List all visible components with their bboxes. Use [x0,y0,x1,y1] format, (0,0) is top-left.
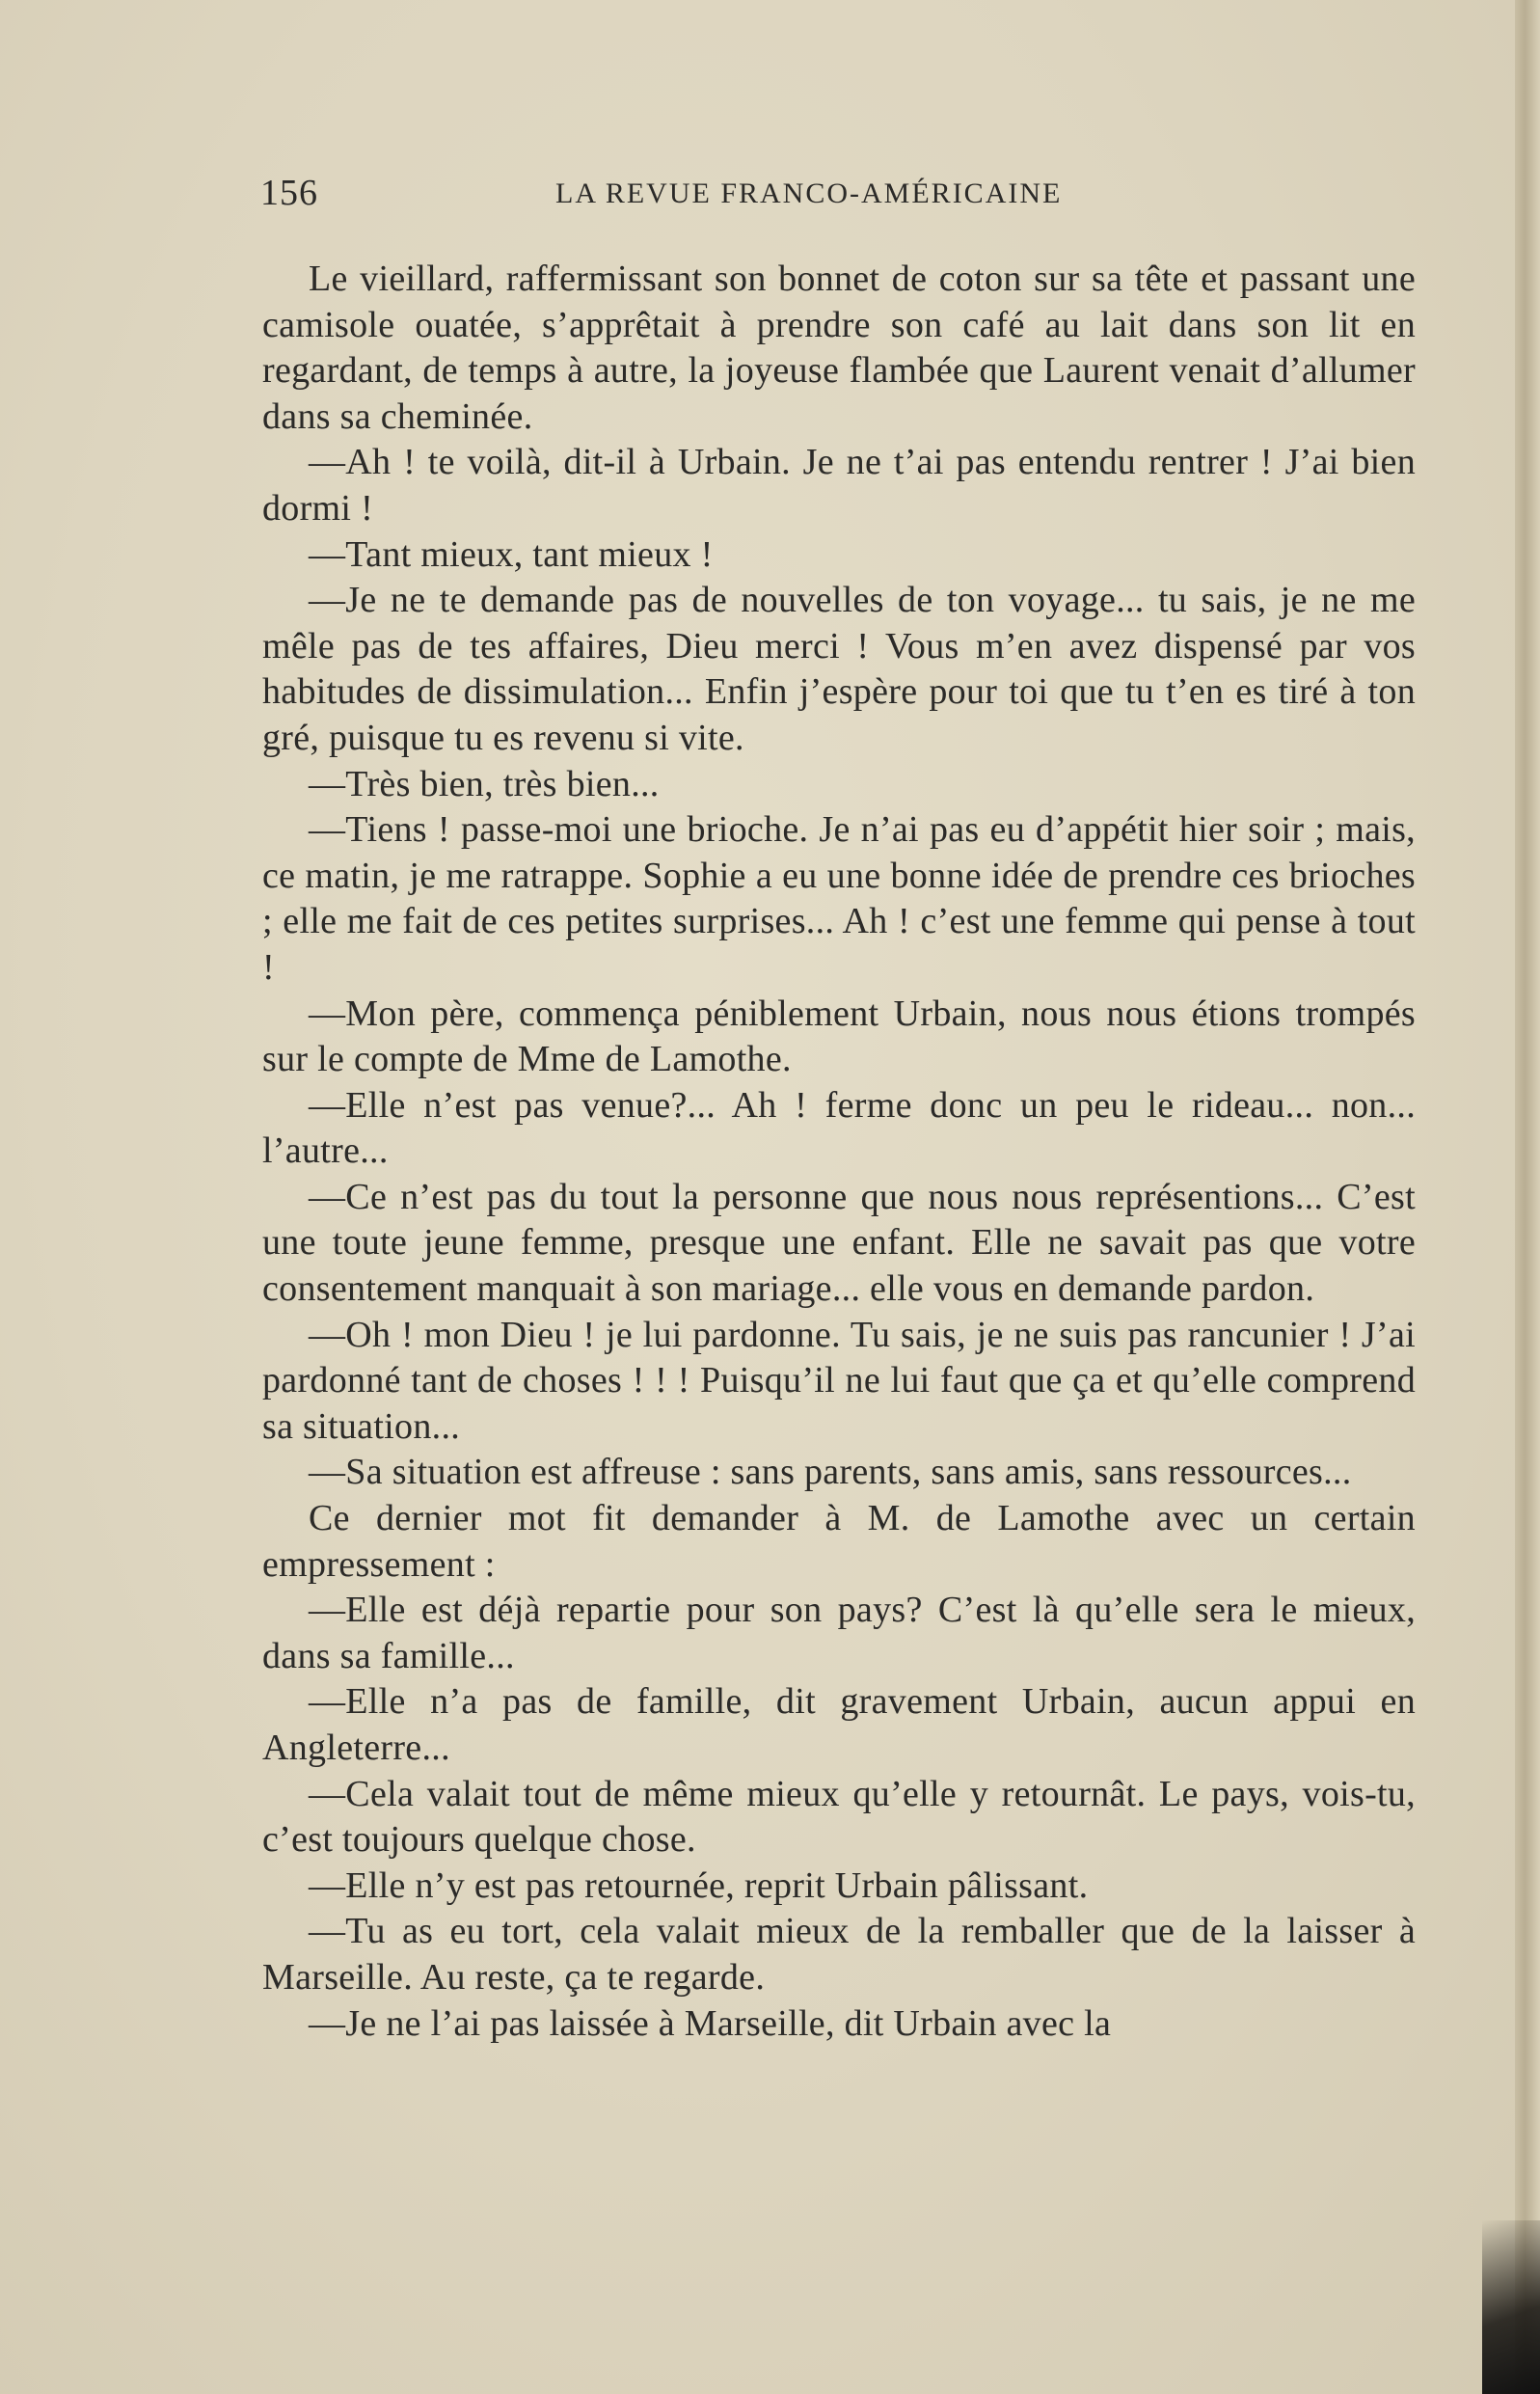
page-number: 156 [260,173,318,213]
paragraph: —Elle n’est pas venue?... Ah ! ferme donc un peu le rideau... non... l’autre... [262,1084,1416,1172]
paragraph: —Ce n’est pas du tout la personne que nous nous représentions... C’est une toute jeune femme, presque une enfant. Elle ne savait pas que votre consentement manquait à son mariage... elle vous en demande pardon. [262,1176,1416,1310]
body-text [262,257,1416,2047]
paragraph: —Je ne te demande pas de nouvelles de ton voyage... tu sais, je ne me mêle pas de tes affaires, Dieu merci ! Vous m’en avez dispensé par vos habitudes de dissimulation... Enfin j’espère pour toi que tu t’en es tiré à ton gré, puisque tu es revenu si vite. [262,580,1416,758]
paragraph: —Sa situation est affreuse : sans parents, sans amis, sans ressources... [309,1452,1352,1493]
paragraph: —Oh ! mon Dieu ! je lui pardonne. Tu sais, je ne suis pas rancunier ! J’ai pardonné tant de choses ! ! ! Puisqu’il ne lui faut que ça et qu’elle comprend sa situation... [262,1314,1416,1447]
paragraph: —Cela valait tout de même mieux qu’elle y retournât. Le pays, vois-tu, c’est toujours quelque chose. [262,1773,1416,1861]
page-edge [1515,0,1540,2394]
paragraph: —Elle est déjà repartie pour son pays? C’est là qu’elle sera le mieux, dans sa famille... [262,1590,1416,1676]
paragraph: —Tant mieux, tant mieux ! [309,533,714,575]
paragraph: —Tu as eu tort, cela valait mieux de la remballer que de la laisser à Marseille. Au reste, ça te regarde. [262,1911,1416,1998]
paragraph: Ce dernier mot fit demander à M. de Lamothe avec un certain empressement : [262,1498,1416,1585]
paragraph: —Elle n’a pas de famille, dit gravement Urbain, aucun appui en Angleterre... [262,1681,1416,1768]
paragraph: —Tiens ! passe-moi une brioche. Je n’ai pas eu d’appétit hier soir ; mais, ce matin, je me ratrappe. Sophie a eu une bonne idée de prendre ces brioches ; elle me fait de ces petites surprises... Ah ! c’est une femme qui pense à tout ! [262,809,1416,988]
running-title: LA REVUE FRANCO-AMÉRICAINE [555,177,1063,209]
page-corner-shadow [1482,2220,1540,2394]
paragraph: —Mon père, commença péniblement Urbain, nous nous étions trompés sur le compte de Mme de Lamothe. [262,993,1416,1080]
paragraph: —Elle n’y est pas retournée, reprit Urbain pâlissant. [309,1864,1089,1906]
page-header [260,172,1408,220]
paragraph: Le vieillard, raffermissant son bonnet de coton sur sa tête et passant une camisole ouatée, s’apprêtait à prendre son café au lait dans son lit en regardant, de temps à autre, la joyeuse flambée que Laurent venait d’allumer dans sa cheminée. [262,258,1416,437]
paragraph: —Très bien, très bien... [309,763,660,804]
paragraph: —Je ne l’ai pas laissée à Marseille, dit Urbain avec la [309,2002,1112,2044]
paragraph: —Ah ! te voilà, dit-il à Urbain. Je ne t’ai pas entendu rentrer ! J’ai bien dormi ! [262,442,1416,529]
